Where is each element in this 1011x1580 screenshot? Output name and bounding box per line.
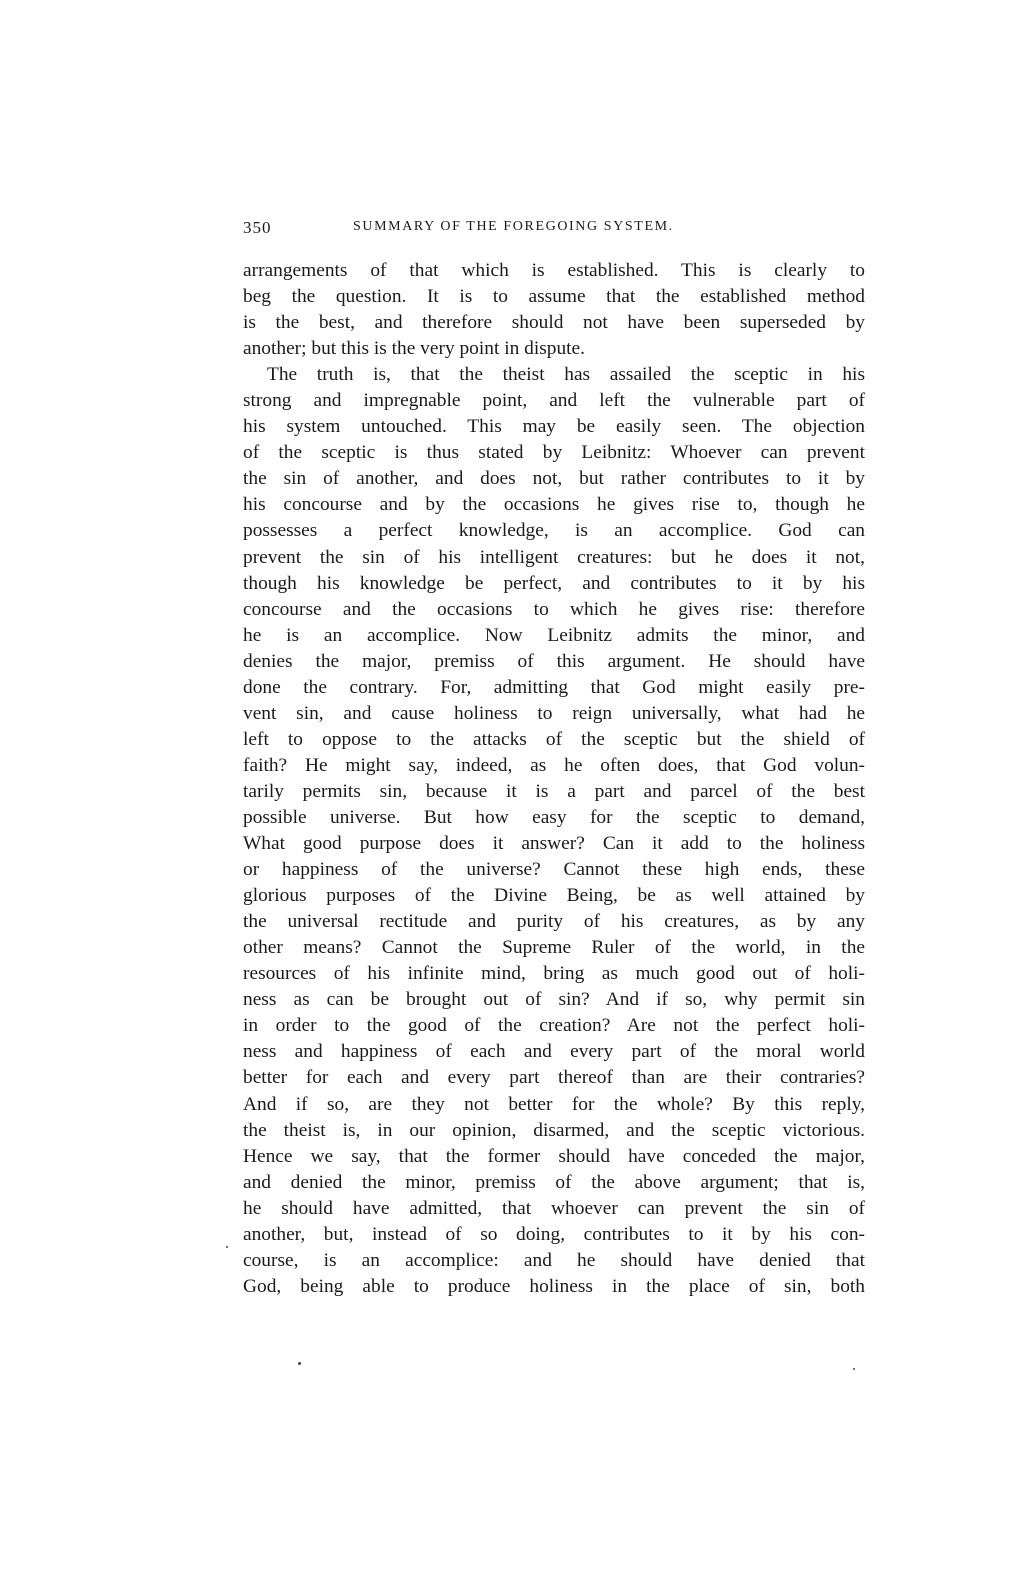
text-line: in order to the good of the creation? Are not the perfect holi- xyxy=(243,1015,865,1037)
text-line: the theist is, in our opinion, disarmed, and the sceptic victorious. xyxy=(243,1119,865,1141)
text-line: another; but this is the very point in dispute. xyxy=(243,338,585,360)
running-title: SUMMARY OF THE FOREGOING SYSTEM. xyxy=(353,219,674,234)
text-line: he should have admitted, that whoever can prevent the sin of xyxy=(243,1197,865,1219)
text-line: and denied the minor, premiss of the above argument; that is, xyxy=(243,1171,865,1193)
text-line: resources of his infinite mind, bring as much good out of holi- xyxy=(243,963,865,985)
text-line: of the sceptic is thus stated by Leibnitz: Whoever can prevent xyxy=(243,442,865,464)
text-line: is the best, and therefore should not have been superseded by xyxy=(243,312,865,334)
text-line: beg the question. It is to assume that the established method xyxy=(243,286,865,308)
text-line: denies the major, premiss of this argument. He should have xyxy=(243,650,865,672)
text-line: concourse and the occasions to which he gives rise: therefore xyxy=(243,598,865,620)
text-line: prevent the sin of his intelligent creatures: but he does it not, xyxy=(243,546,865,568)
text-line: possible universe. But how easy for the sceptic to demand, xyxy=(243,806,865,828)
text-line: better for each and every part thereof than are their contraries? xyxy=(243,1067,865,1089)
text-line: or happiness of the universe? Cannot these high ends, these xyxy=(243,859,865,881)
text-line: the sin of another, and does not, but rather contributes to it by xyxy=(243,468,865,490)
text-line: faith? He might say, indeed, as he often does, that God volun- xyxy=(243,754,865,776)
text-line: Hence we say, that the former should have conceded the major, xyxy=(243,1145,865,1167)
text-line: his system untouched. This may be easily seen. The objection xyxy=(243,416,865,438)
text-line: God, being able to produce holiness in the place of sin, both xyxy=(243,1275,865,1297)
print-speck xyxy=(226,1246,228,1248)
print-speck xyxy=(298,1362,301,1365)
text-line: left to oppose to the attacks of the sceptic but the shield of xyxy=(243,728,865,750)
running-head xyxy=(243,216,863,240)
text-line: ness and happiness of each and every part of the moral world xyxy=(243,1041,865,1063)
text-line: tarily permits sin, because it is a part and parcel of the best xyxy=(243,780,865,802)
text-line: What good purpose does it answer? Can it add to the holiness xyxy=(243,833,865,855)
page-number: 350 xyxy=(243,218,272,237)
text-line: possesses a perfect knowledge, is an accomplice. God can xyxy=(243,520,865,542)
text-line: ness as can be brought out of sin? And if so, why permit sin xyxy=(243,989,865,1011)
text-line: another, but, instead of so doing, contributes to it by his con- xyxy=(243,1223,865,1245)
text-line: And if so, are they not better for the whole? By this reply, xyxy=(243,1093,865,1115)
text-line: other means? Cannot the Supreme Ruler of the world, in the xyxy=(243,937,865,959)
body-text xyxy=(243,258,865,1300)
text-line: vent sin, and cause holiness to reign universally, what had he xyxy=(243,702,865,724)
text-line: glorious purposes of the Divine Being, be as well attained by xyxy=(243,885,865,907)
text-line: the universal rectitude and purity of his creatures, as by any xyxy=(243,911,865,933)
text-line: his concourse and by the occasions he gives rise to, though he xyxy=(243,494,865,516)
text-line: he is an accomplice. Now Leibnitz admits the minor, and xyxy=(243,624,865,646)
text-line: course, is an accomplice: and he should have denied that xyxy=(243,1249,865,1271)
text-line: though his knowledge be perfect, and contributes to it by his xyxy=(243,572,865,594)
text-line: The truth is, that the theist has assailed the sceptic in his xyxy=(267,364,865,386)
text-line: arrangements of that which is established. This is clearly to xyxy=(243,260,865,281)
text-line: strong and impregnable point, and left the vulnerable part of xyxy=(243,390,865,412)
print-speck xyxy=(853,1368,855,1370)
text-line: done the contrary. For, admitting that God might easily pre- xyxy=(243,676,865,698)
